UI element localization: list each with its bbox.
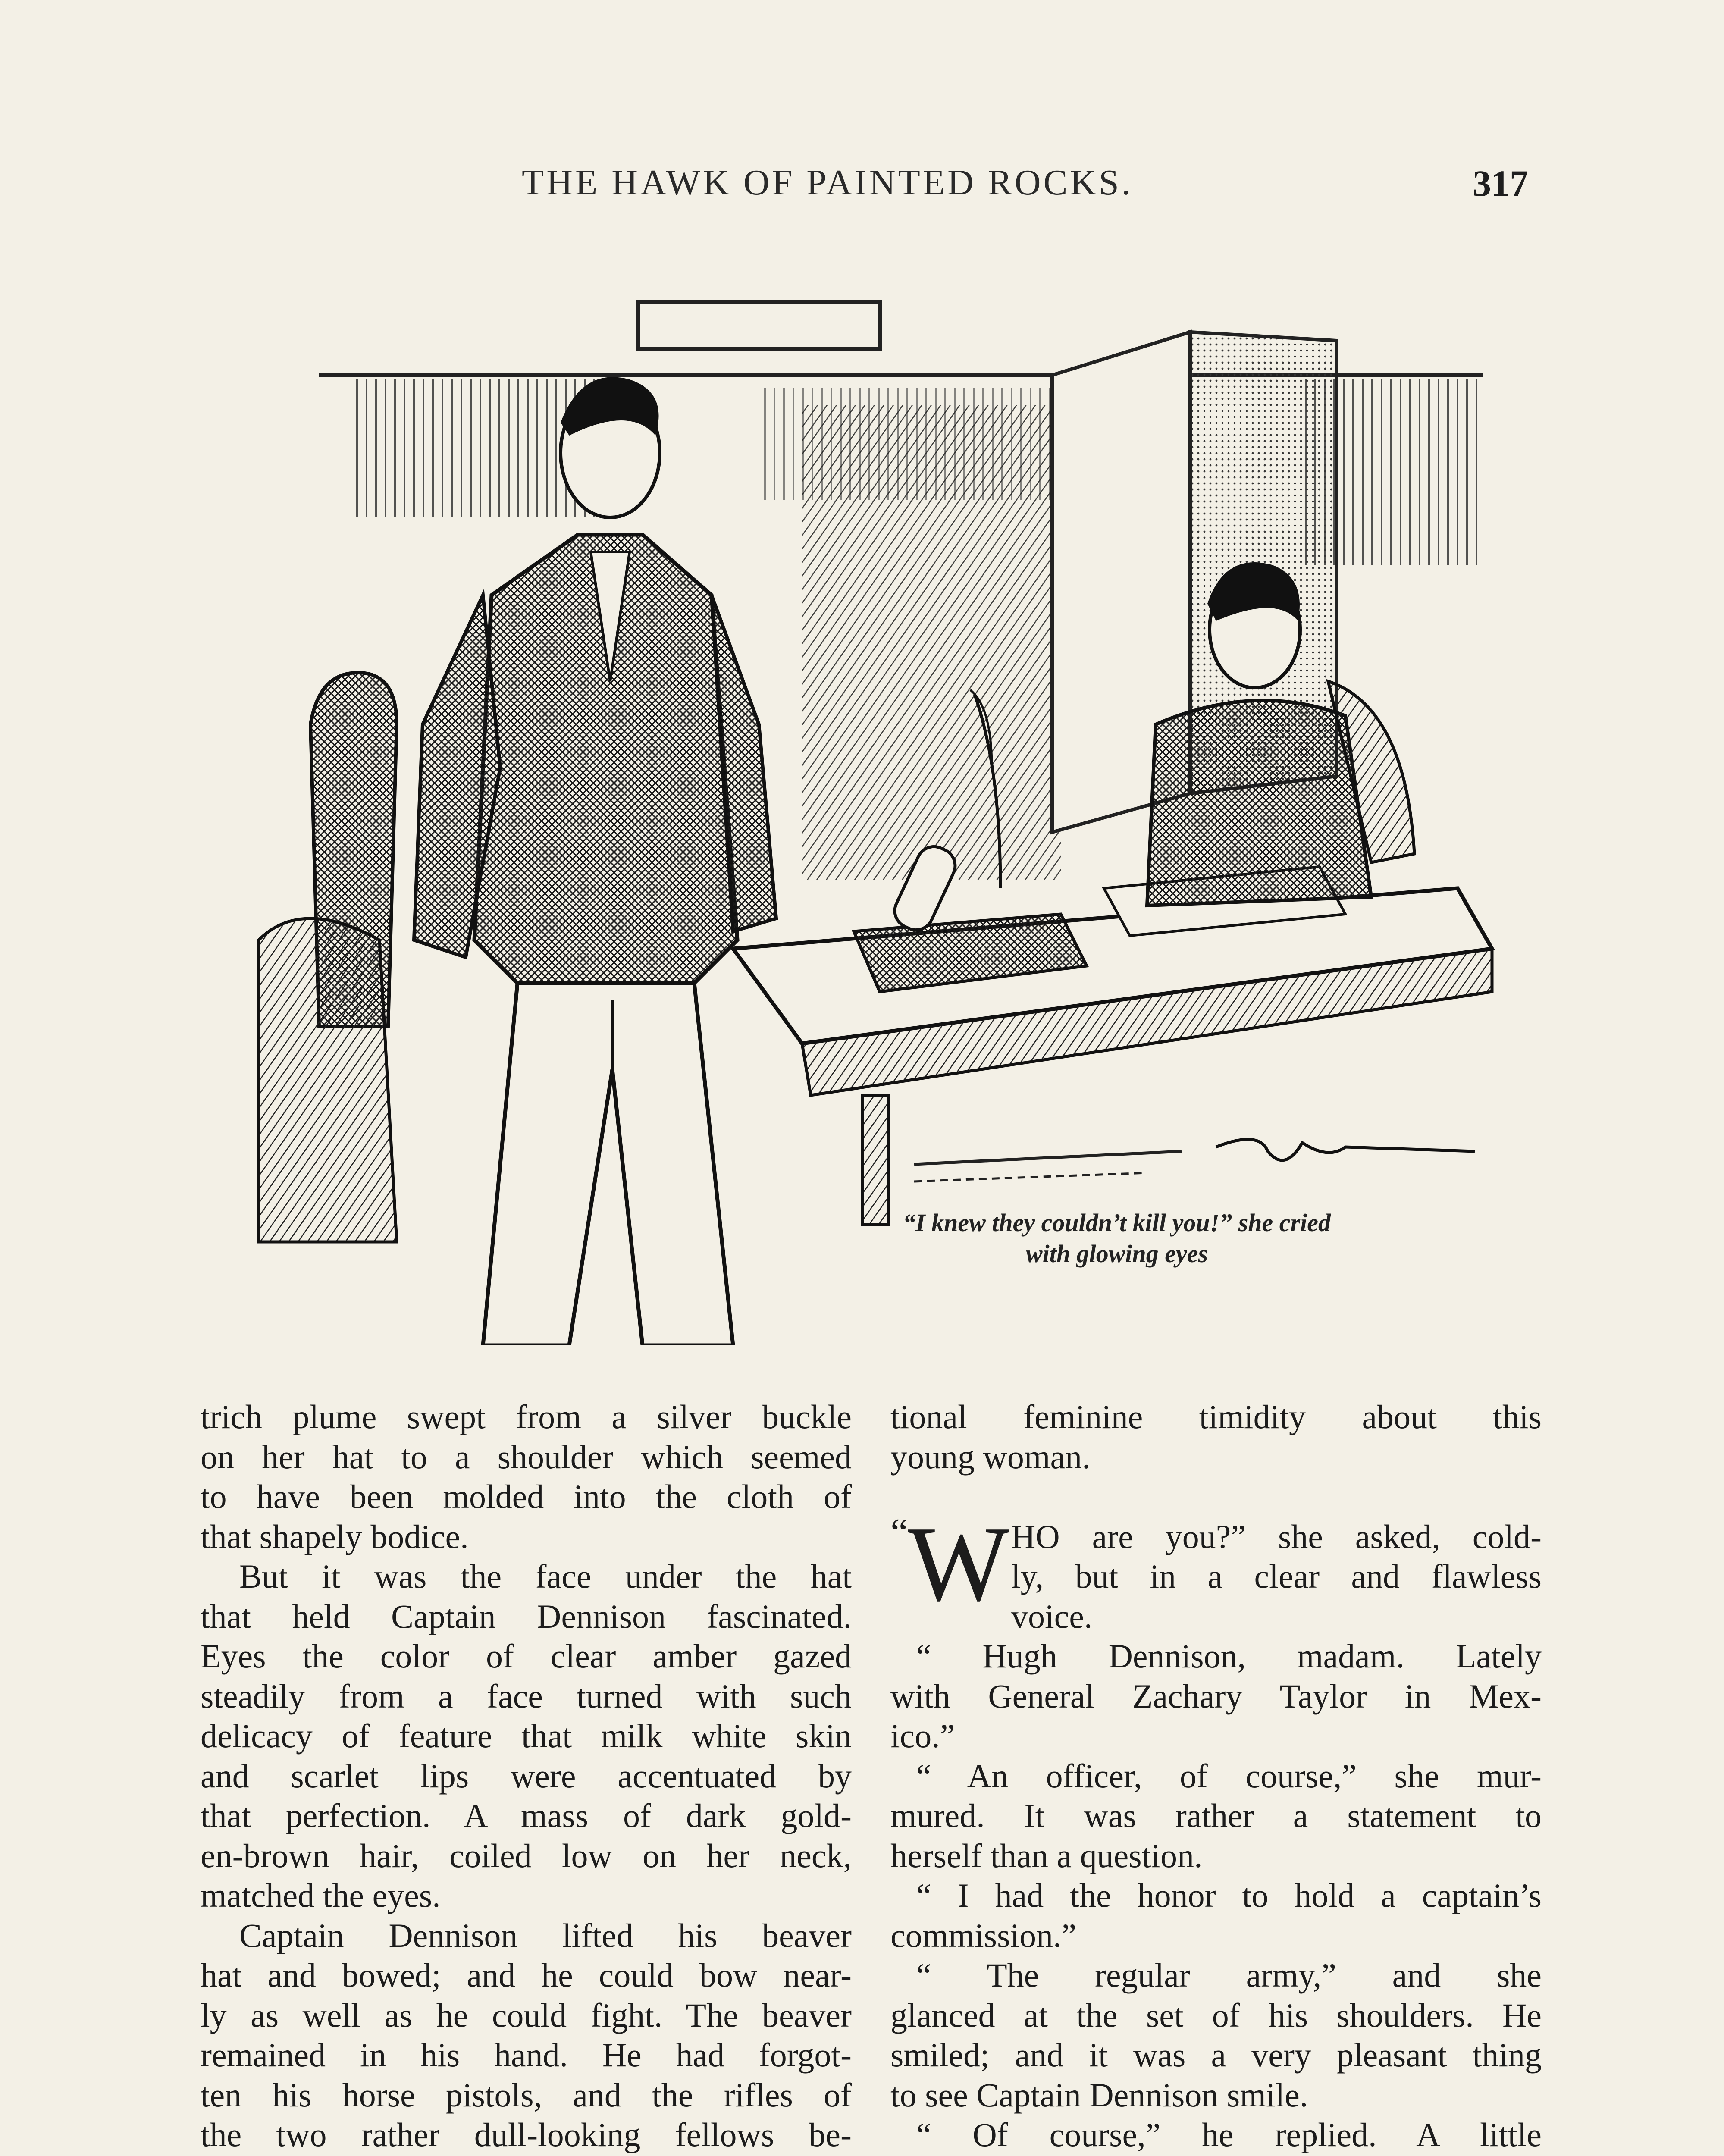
text-line: Eyes the color of clear amber gazed [201,1637,852,1675]
left-text-column [201,1397,852,2156]
text-line: “ Of course,” he replied. A little [916,2116,1542,2153]
illustration-caption [768,1207,1466,1269]
dropcap-quote-mark: “ [890,1510,908,1554]
text-line: trich plume swept from a silver buckle [201,1398,852,1435]
text-line: to see Captain Dennison smile. [890,2076,1308,2114]
text-line: “ An officer, of course,” she mur- [916,1757,1542,1795]
running-title: THE HAWK OF PAINTED ROCKS. [522,163,1133,203]
text-line: “ I had the honor to hold a captain’s [916,1877,1542,1914]
text-line: with General Zachary Taylor in Mex- [890,1677,1542,1715]
text-line: glanced at the set of his shoulders. He [890,1996,1542,2034]
text-line: Captain Dennison lifted his beaver [239,1916,852,1954]
dropcap-letter: W [908,1504,1009,1624]
text-line: matched the eyes. [201,1877,441,1914]
text-line: that held Captain Dennison fascinated. [201,1597,852,1635]
pen-ink-illustration [241,293,1518,1345]
illustration-drawing [241,293,1518,1345]
text-line: that shapely bodice. [201,1517,469,1555]
text-line: the two rather dull-looking fellows be- [201,2116,852,2153]
text-line: that perfection. A mass of dark gold- [201,1797,852,1834]
text-line: steadily from a face turned with such [201,1677,852,1715]
text-line: herself than a question. [890,1836,1203,1874]
text-line: ly, but in a clear and flawless [1011,1557,1542,1595]
right-text-column [890,1397,1542,2156]
text-line: on her hat to a shoulder which seemed [201,1438,852,1476]
text-line: young woman. [890,1438,1091,1476]
text-line: tional feminine timidity about this [890,1398,1542,1435]
text-line: voice. [1011,1597,1093,1635]
caption-line-1: “I knew they couldn’t kill you!” she cried [903,1209,1331,1237]
text-line: “ The regular army,” and she [916,1956,1542,1994]
text-line: mured. It was rather a statement to [890,1797,1542,1834]
text-line: ten his horse pistols, and the rifles of [201,2076,852,2114]
page-number: 317 [1473,163,1528,204]
text-line: HO are you?” she asked, cold- [1011,1517,1542,1555]
text-line: smiled; and it was a very pleasant thing [890,2036,1542,2074]
text-line: en-brown hair, coiled low on her neck, [201,1836,852,1874]
text-line: ico.” [890,1717,955,1755]
text-line: and scarlet lips were accentuated by [201,1757,852,1795]
text-line: “ Hugh Dennison, madam. Lately [916,1637,1542,1675]
text-line: hat and bowed; and he could bow near- [201,1956,852,1994]
text-line: to have been molded into the cloth of [201,1478,852,1515]
text-line: remained in his hand. He had forgot- [201,2036,852,2074]
text-line: ly as well as he could fight. The beaver [201,1996,852,2034]
text-line: commission.” [890,1916,1077,1954]
text-line: delicacy of feature that milk white skin [201,1717,852,1755]
text-line: But it was the face under the hat [239,1557,852,1595]
dropcap-paragraph [890,1504,1542,1637]
caption-line-2: with glowing eyes [1025,1240,1208,1268]
